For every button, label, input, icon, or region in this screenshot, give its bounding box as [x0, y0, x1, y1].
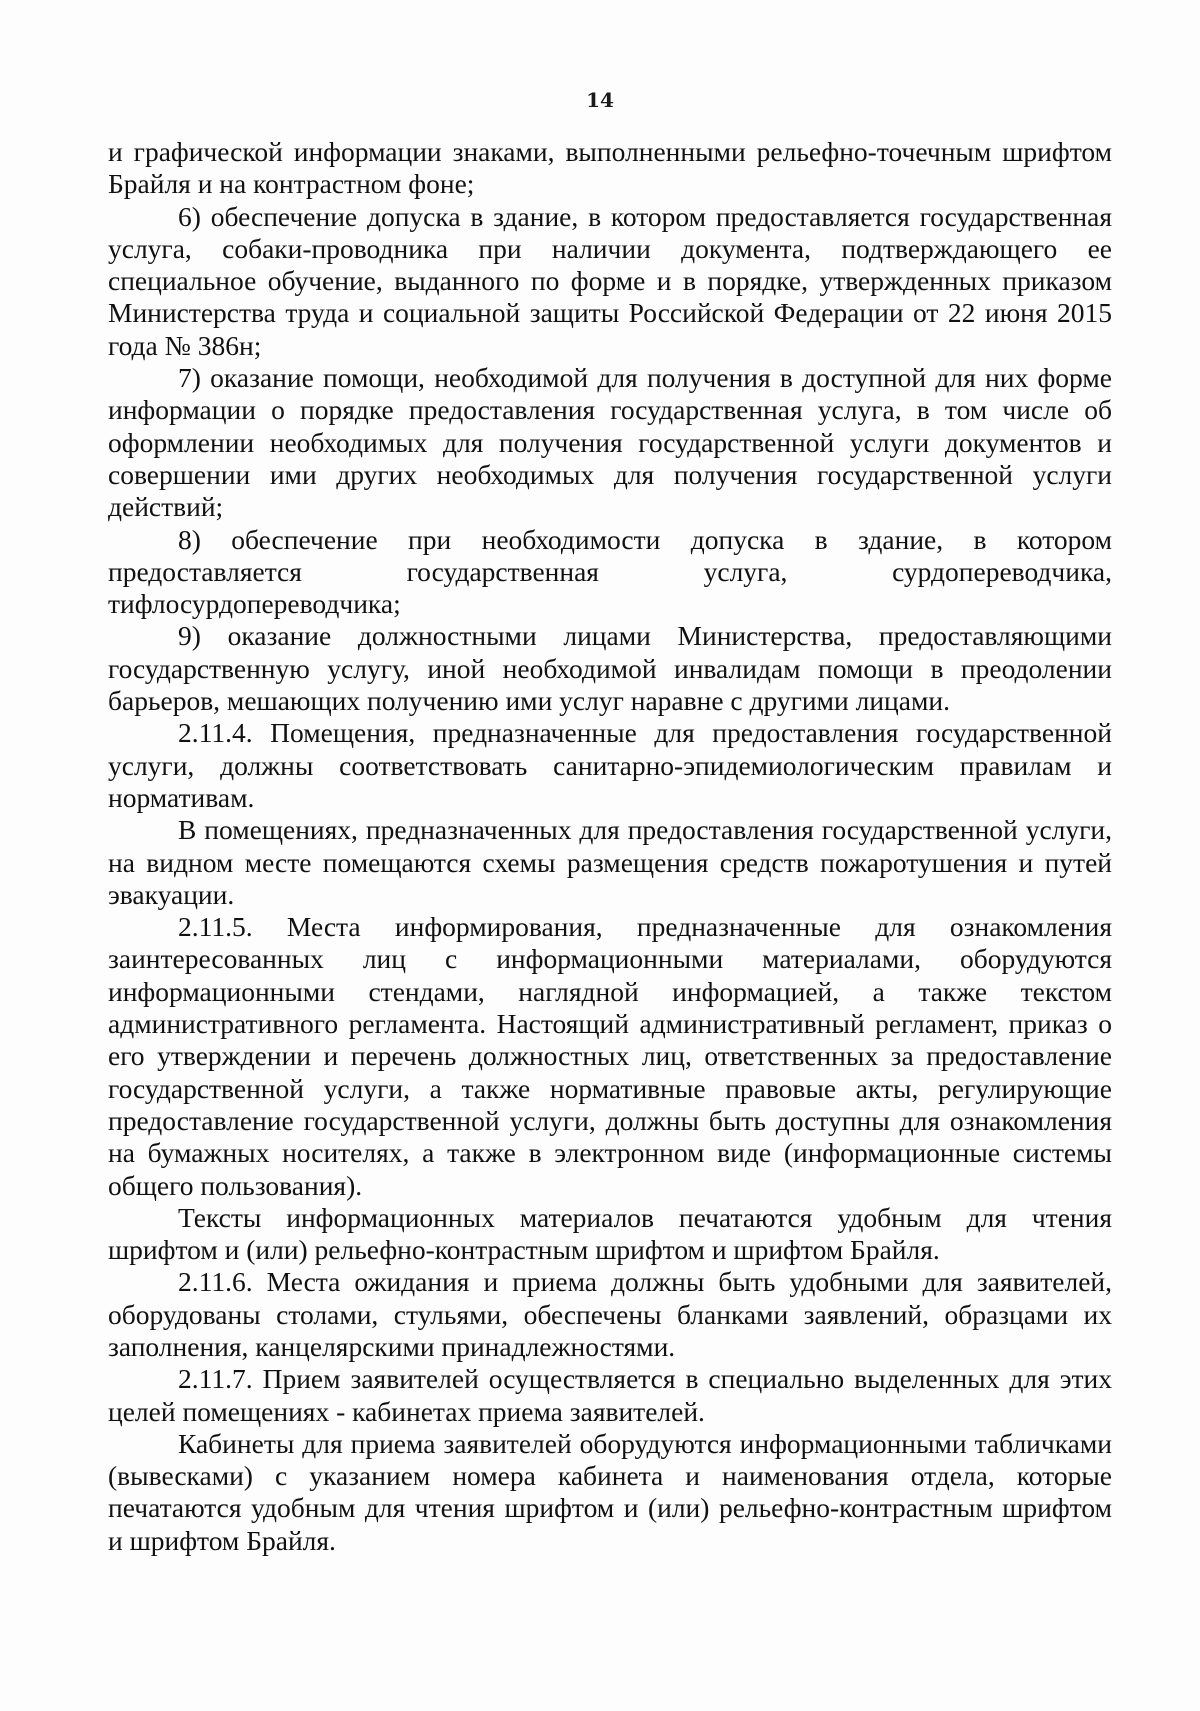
document-body — [108, 136, 1112, 1557]
paragraph-premises-schemes: В помещениях, предназначенных для предоставления государственной услуги, на видном месте помещаются схемы размещения средств пожаротушения и путей эвакуации. — [108, 814, 1112, 910]
paragraph-2-11-4: 2.11.4. Помещения, предназначенные для предоставления государственной услуги, должны соответствовать санитарно-эпидемиологическим правилам и нормативам. — [108, 717, 1112, 813]
paragraph-item-6: 6) обеспечение допуска в здание, в котором предоставляется государственная услуга, собаки-проводника при наличии документа, подтверждающего ее специальное обучение, выданного по форме и в порядке, утвержденных приказом Министерства труда и социальной защиты Российской Федерации от 22 июня 2015 года № 386н; — [108, 200, 1112, 361]
paragraph-cabinets: Кабинеты для приема заявителей оборудуются информационными табличками (вывесками) с указанием номера кабинета и наименования отдела, которые печатаются удобным для чтения шрифтом и (или) рельефно-контрастным шрифтом и шрифтом Брайля. — [108, 1427, 1112, 1556]
paragraph-continuation: и графической информации знаками, выполненными рельефно-точечным шрифтом Брайля и на контрастном фоне; — [108, 136, 1112, 200]
paragraph-item-8: 8) обеспечение при необходимости допуска в здание, в котором предоставляется государственная услуга, сурдопереводчика, тифлосурдопереводчика; — [108, 523, 1112, 620]
page-number: 14 — [586, 88, 614, 112]
paragraph-2-11-7: 2.11.7. Прием заявителей осуществляется в специально выделенных для этих целей помещениях - кабинетах приема заявителей. — [108, 1363, 1112, 1427]
paragraph-item-7: 7) оказание помощи, необходимой для получения в доступной для них форме информации о порядке предоставления государственная услуга, в том числе об оформлении необходимых для получения государственной услуги документов и совершении ими других необходимых для получения государственной услуги действий; — [108, 362, 1112, 523]
paragraph-2-11-5: 2.11.5. Места информирования, предназначенные для ознакомления заинтересованных лиц с информационными материалами, оборудуются информационными стендами, наглядной информацией, а также текстом административного регламента. Настоящий административный регламент, приказ о его утверждении и перечень должностных лиц, ответственных за предоставление государственной услуги, а также нормативные правовые акты, регулирующие предоставление государственной услуги, должны быть доступны для ознакомления на бумажных носителях, а также в электронном виде (информационные системы общего пользования). — [108, 911, 1112, 1201]
paragraph-texts-fonts: Тексты информационных материалов печатаются удобным для чтения шрифтом и (или) рельефно-контрастным шрифтом и шрифтом Брайля. — [108, 1201, 1112, 1266]
paragraph-2-11-6: 2.11.6. Места ожидания и приема должны быть удобными для заявителей, оборудованы столами, стульями, обеспечены бланками заявлений, образцами их заполнения, канцелярскими принадлежностями. — [108, 1266, 1112, 1362]
paragraph-item-9: 9) оказание должностными лицами Министерства, предоставляющими государственную услугу, иной необходимой инвалидам помощи в преодолении барьеров, мешающих получению ими услуг наравне с другими лицами. — [108, 620, 1112, 717]
